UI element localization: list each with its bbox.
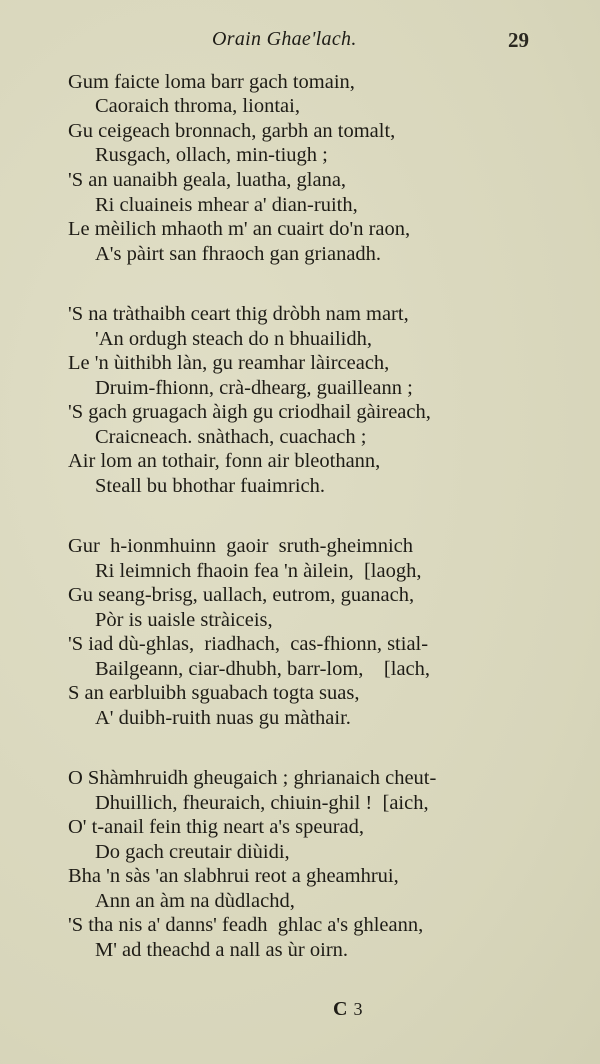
verse-line: Rusgach, ollach, min-tiugh ; xyxy=(95,144,328,166)
verse-line: 'S na tràthaibh ceart thig dròbh nam mart, xyxy=(68,303,409,325)
verse-line: O Shàmhruidh gheugaich ; ghrianaich cheut- xyxy=(68,767,437,789)
verse-line: 'S gach gruagach àigh gu criodhail gàireach, xyxy=(68,401,431,423)
verse-line: 'S tha nis a' danns' feadh ghlac a's ghleann, xyxy=(68,914,424,936)
verse-line: Dhuillich, fheuraich, chiuin-ghil ! [aich, xyxy=(95,792,429,814)
verse-line: Le mèilich mhaoth m' an cuairt do'n raon, xyxy=(68,218,411,240)
verse-line: Caoraich throma, liontai, xyxy=(95,95,300,117)
verse-line: Gu ceigeach bronnach, garbh an tomalt, xyxy=(68,120,396,142)
running-title: Orain Ghae'lach. xyxy=(212,28,357,50)
verse-line: 'S iad dù-ghlas, riadhach, cas-fhionn, stial- xyxy=(68,633,429,655)
verse-line: Druim-fhionn, crà-dhearg, guailleann ; xyxy=(95,377,413,399)
verse-line: Bha 'n sàs 'an slabhrui reot a gheamhrui, xyxy=(68,865,399,887)
verse-line: M' ad theachd a nall as ùr oirn. xyxy=(95,939,349,961)
verse-line: Air lom an tothair, fonn air bleothann, xyxy=(68,450,381,472)
verse-line: Ri leimnich fhaoin fea 'n àilein, [laogh, xyxy=(95,560,422,582)
verse-line: Pòr is uaisle stràiceis, xyxy=(95,609,273,631)
signature-mark xyxy=(333,998,362,1021)
verse-line: 'An ordugh steach do n bhuailidh, xyxy=(95,328,372,350)
verse-line: 'S an uanaibh geala, luatha, glana, xyxy=(68,169,347,191)
verse-line: Ri cluaineis mhear a' dian-ruith, xyxy=(95,194,358,216)
verse-line: O' t-anail fein thig neart a's speurad, xyxy=(68,816,364,838)
verse-line: Craicneach. snàthach, cuachach ; xyxy=(95,426,367,448)
verse-line: Do gach creutair diùidi, xyxy=(95,841,290,863)
verse-line: Gu seang-brisg, uallach, eutrom, guanach, xyxy=(68,584,415,606)
verse-line: A' duibh-ruith nuas gu màthair. xyxy=(95,707,351,729)
verse-line: Gum faicte loma barr gach tomain, xyxy=(68,71,355,93)
verse-line: Steall bu bhothar fuaimrich. xyxy=(95,475,325,497)
page-header xyxy=(0,28,600,56)
verse-line: Ann an àm na dùdlachd, xyxy=(95,890,295,912)
signature-number: 3 xyxy=(353,999,363,1019)
signature-letter: C xyxy=(333,998,348,1020)
verse-line: S an earbluibh sguabach togta suas, xyxy=(68,682,360,704)
verse-line: Bailgeann, ciar-dhubh, barr-lom, [lach, xyxy=(95,658,431,680)
verse-line: Le 'n ùithibh làn, gu reamhar làirceach, xyxy=(68,352,390,374)
verse-line: A's pàirt san fhraoch gan grianadh. xyxy=(95,243,382,265)
page-number: 29 xyxy=(508,28,529,52)
verse-line: Gur h-ionmhuinn gaoir sruth-gheimnich xyxy=(68,535,414,557)
